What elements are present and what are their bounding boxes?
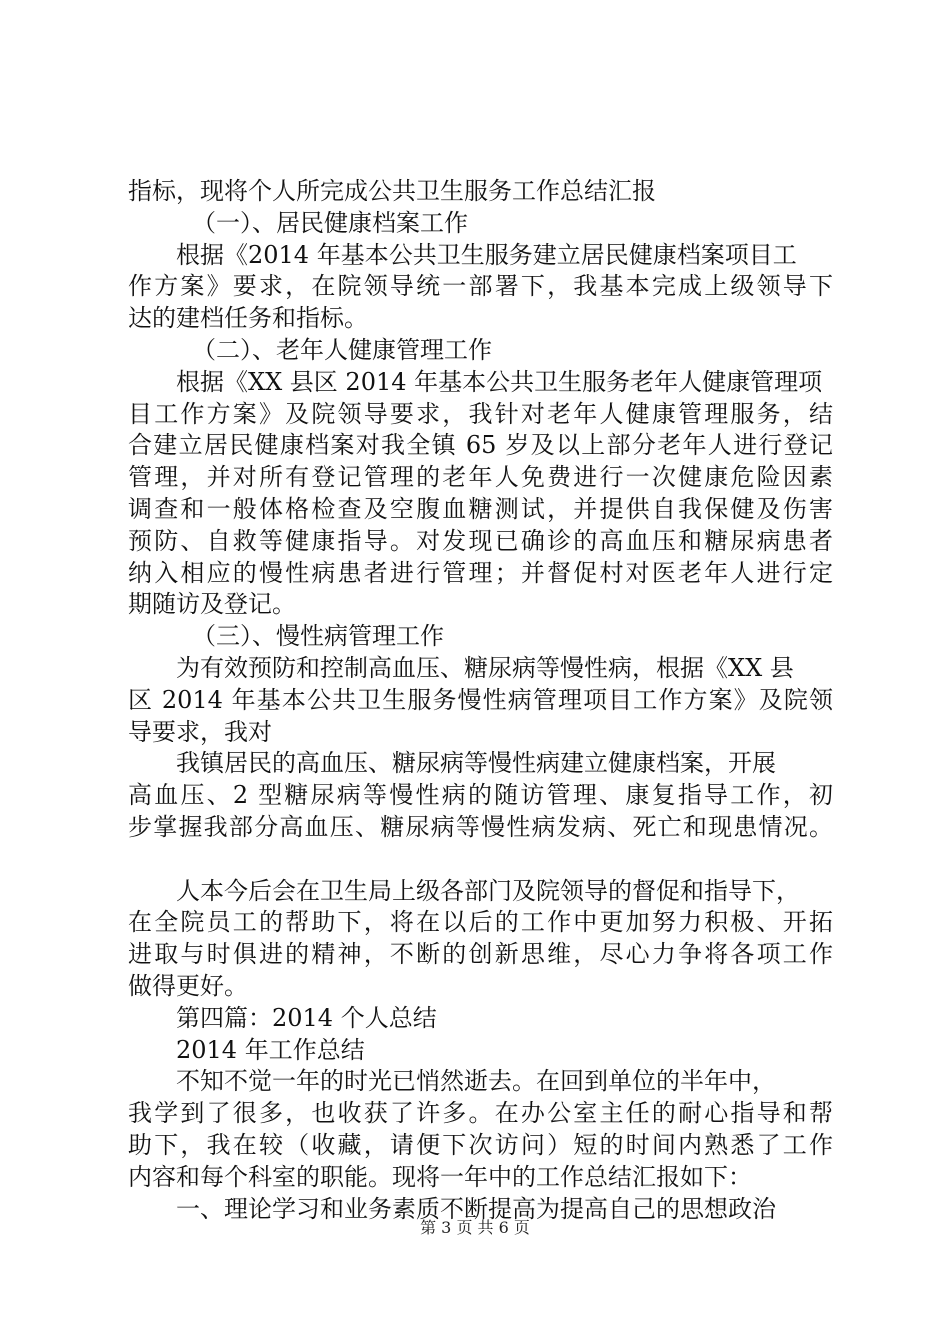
text-line: 作方案》要求，在院领导统一部署下，我基本完成上级领导下 — [128, 272, 833, 301]
text-line: 人本今后会在卫生局上级各部门及院领导的督促和指导下， — [176, 876, 800, 905]
text-line: 一、理论学习和业务素质不断提高为提高自己的思想政治 — [176, 1194, 776, 1223]
text-line: 指标，现将个人所完成公共卫生服务工作总结汇报 — [128, 177, 656, 205]
text-line: 根据《2014 年基本公共卫生服务建立居民健康档案项目工 — [176, 240, 797, 269]
page-footer: 第 3 页 共 6 页 — [420, 1218, 530, 1237]
text-line: 助下，我在较（收藏，请便下次访问）短的时间内熟悉了工作 — [128, 1130, 833, 1159]
text-line: 步掌握我部分高血压、糖尿病等慢性病发病、死亡和现患情况。 — [128, 812, 833, 841]
text-line: 达的建档任务和指标。 — [128, 304, 368, 333]
text-line: 我学到了很多，也收获了许多。在办公室主任的耐心指导和帮 — [128, 1099, 833, 1128]
paragraph-gap — [128, 844, 833, 876]
document-body — [128, 176, 833, 1225]
text-line: 进取与时俱进的精神，不断的创新思维，尽心力争将各项工作 — [128, 940, 833, 969]
text-line: 根据《XX 县区 2014 年基本公共卫生服务老年人健康管理项 — [176, 367, 823, 396]
text-line: 不知不觉一年的时光已悄然逝去。在回到单位的半年中， — [176, 1067, 776, 1096]
text-line: 我镇居民的高血压、糖尿病等慢性病建立健康档案，开展 — [176, 749, 776, 778]
text-line: 纳入相应的慢性病患者进行管理；并督促村对医老年人进行定 — [128, 558, 833, 587]
text-line: 2014 年工作总结 — [176, 1035, 365, 1064]
text-line: 导要求，我对 — [128, 717, 272, 746]
text-line: （三）、慢性病管理工作 — [192, 622, 444, 651]
text-line: 调查和一般体格检查及空腹血糖测试，并提供自我保健及伤害 — [128, 494, 833, 523]
text-line: 目工作方案》及院领导要求，我针对老年人健康管理服务，结 — [128, 399, 833, 428]
text-line: 做得更好。 — [128, 971, 248, 1000]
text-line: 预防、自救等健康指导。对发现已确诊的高血压和糖尿病患者 — [128, 526, 833, 555]
text-line: （一）、居民健康档案工作 — [192, 208, 468, 237]
text-line: 在全院员工的帮助下，将在以后的工作中更加努力积极、开拓 — [128, 908, 833, 937]
text-line: 期随访及登记。 — [128, 590, 296, 619]
text-line: 合建立居民健康档案对我全镇 65 岁及以上部分老年人进行登记 — [128, 431, 833, 460]
text-line: （二）、老年人健康管理工作 — [192, 335, 492, 364]
text-line: 高血压、2 型糖尿病等慢性病的随访管理、康复指导工作，初 — [128, 781, 833, 810]
text-line: 内容和每个科室的职能。现将一年中的工作总结汇报如下： — [128, 1162, 752, 1191]
text-line: 管理，并对所有登记管理的老年人免费进行一次健康危险因素 — [128, 463, 833, 492]
text-line: 第四篇：2014 个人总结 — [176, 1003, 437, 1032]
text-line: 区 2014 年基本公共卫生服务慢性病管理项目工作方案》及院领 — [128, 685, 833, 714]
text-line: 为有效预防和控制高血压、糖尿病等慢性病，根据《XX 县 — [176, 653, 794, 682]
